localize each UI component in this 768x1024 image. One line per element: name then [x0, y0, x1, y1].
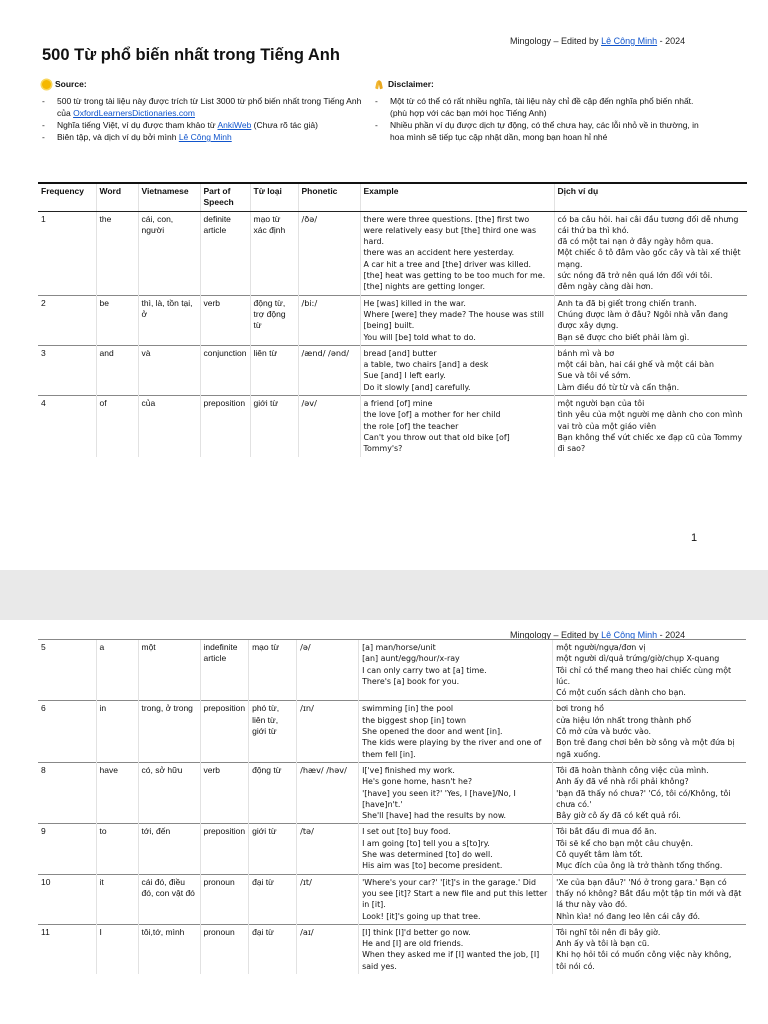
vietnamese-cell: cái đó, điều đó, con vật đó	[138, 874, 200, 924]
word-cell: the	[96, 211, 138, 295]
vietnamese-cell: tới, đến	[138, 824, 200, 874]
column-header: Example	[360, 183, 554, 211]
tu-loai-cell: phó từ, liên từ, giới từ	[249, 701, 297, 762]
translation-cell	[553, 701, 746, 762]
example-line: the love [of] a mother for her child	[363, 410, 501, 420]
disclaimer-list	[375, 95, 710, 143]
example-line: bread [and] butter	[363, 348, 437, 358]
example-line: She was determined [to] do well.	[362, 850, 493, 860]
example-cell	[359, 762, 553, 823]
phonetic-cell: /ðə/	[298, 211, 360, 295]
example-line: Can't you throw out that old bike [of] Tommy's?	[363, 432, 510, 454]
translation-line: Cô quyết tâm làm tốt.	[556, 850, 643, 860]
translation-line: Tôi chỉ có thể mang theo hai chiếc cùng một lúc.	[556, 665, 732, 686]
example-line: He's gone home, hasn't he?	[362, 777, 473, 787]
author-link[interactable]: Lê Công Minh	[601, 630, 658, 640]
part-of-speech-cell: indefinite article	[200, 640, 249, 701]
example-line: the role [of] the teacher	[363, 421, 459, 431]
vietnamese-cell: thì, là, tồn tại, ở	[138, 295, 200, 345]
example-line: His aim was [to] become president.	[362, 861, 503, 871]
frequency-cell: 6	[38, 701, 96, 762]
source-link[interactable]: AnkiWeb	[217, 120, 252, 130]
translation-line: Anh ấy và tôi là bạn cũ.	[556, 939, 650, 949]
translation-line: bơi trong hồ	[556, 704, 604, 714]
author-link[interactable]: Lê Công Minh	[601, 36, 658, 46]
column-header: Dịch ví dụ	[554, 183, 747, 211]
part-of-speech-cell: verb	[200, 295, 250, 345]
translation-cell	[553, 924, 746, 974]
example-line: there was an accident here yesterday.	[363, 248, 515, 258]
part-of-speech-cell: pronoun	[200, 874, 249, 924]
part-of-speech-cell: verb	[200, 762, 249, 823]
example-line: [the] heat was getting to be too much for me.	[363, 271, 546, 281]
disclaimer-section	[375, 78, 710, 143]
frequency-cell: 8	[38, 762, 96, 823]
tu-loai-cell: mạo từ xác định	[250, 211, 298, 295]
page-credit	[510, 36, 685, 46]
translation-line: Bạn không thể vứt chiếc xe đạp cũ của Tommy đi sao?	[557, 432, 743, 454]
disclaimer-item: - Nhiều phần ví dụ được dịch tự động, có thể chưa hay, các lỗi nhỏ về in thường, in hoa mình sẽ tiếp tục cập nhật dần, mong bạn hoan hỉ nhé	[375, 119, 710, 143]
translation-line: Mục đích của ông là trở thành tổng thống.	[556, 861, 723, 871]
source-link[interactable]: Lê Công Minh	[178, 132, 232, 142]
phonetic-cell: /aɪ/	[297, 924, 359, 974]
vocabulary-table-continued	[38, 639, 746, 974]
example-line: You will [be] told what to do.	[363, 332, 476, 342]
translation-line: Làm điều đó từ từ và cẩn thận.	[557, 382, 680, 392]
column-header: Part of Speech	[200, 183, 250, 211]
folded-hands-icon	[375, 80, 384, 89]
credit-suffix: - 2024	[657, 36, 686, 46]
word-cell: of	[96, 396, 138, 457]
vietnamese-cell: của	[138, 396, 200, 457]
translation-line: Bạn sẽ được cho biết phải làm gì.	[557, 332, 690, 342]
frequency-cell: 3	[38, 345, 96, 395]
translation-line: có ba câu hỏi. hai câi đầu tương đối dễ nhưng cái thứ ba thì khó.	[557, 214, 739, 235]
example-line: Do it slowly [and] carefully.	[363, 382, 471, 392]
example-line: He and [I] are old friends.	[362, 939, 464, 949]
translation-cell	[554, 211, 747, 295]
example-line: Sue [and] I left early.	[363, 371, 446, 381]
example-line: She'll [have] had the results by now.	[362, 811, 507, 821]
table-row	[38, 701, 746, 762]
translation-cell	[553, 640, 746, 701]
phonetic-cell: /biː/	[298, 295, 360, 345]
tu-loai-cell: đại từ	[249, 874, 297, 924]
document-page-2	[0, 620, 768, 1024]
example-line: Look! [it]'s going up that tree.	[362, 911, 481, 921]
word-cell: I	[96, 924, 138, 974]
frequency-cell: 2	[38, 295, 96, 345]
tu-loai-cell: động từ	[249, 762, 297, 823]
tu-loai-cell: động từ, trợ động từ	[250, 295, 298, 345]
example-line: '[have] you seen it?' 'Yes, I [have]/No, I [have]n't.'	[362, 788, 516, 809]
example-cell	[359, 640, 553, 701]
word-cell: it	[96, 874, 138, 924]
translation-line: Bây giờ cô ấy đã có kết quả rồi.	[556, 811, 681, 821]
source-item	[42, 95, 372, 119]
example-line: He [was] killed in the war.	[363, 298, 466, 308]
word-cell: a	[96, 640, 138, 701]
credit-prefix: Mingology – Edited by	[510, 36, 602, 46]
translation-line: 'bạn đã thấy nó chưa?' 'Có, tôi có/Không, tôi chưa có.'	[556, 788, 731, 809]
translation-cell	[554, 396, 747, 457]
translation-line: đã có một tai nạn ở đây ngày hôm qua.	[557, 237, 714, 247]
page-number: 1	[691, 532, 698, 544]
translation-line: một người bạn của tôi	[557, 399, 645, 409]
translation-line: Nhìn kìa! nó đang leo lên cái cây đó.	[556, 911, 701, 921]
part-of-speech-cell: preposition	[200, 701, 249, 762]
example-line: Where [were] they made? The house was still [being] built.	[363, 309, 544, 331]
example-line: there were three questions. [the] first two were relatively easy but [the] third one was hard.	[363, 214, 537, 247]
part-of-speech-cell: preposition	[200, 396, 250, 457]
example-line: I['ve] finished my work.	[362, 765, 455, 775]
translation-line: một người/ngựa/đơn vị	[556, 643, 646, 652]
frequency-cell: 1	[38, 211, 96, 295]
column-header: Từ loại	[250, 183, 298, 211]
translation-line: sức nóng đã trở nên quá lớn đối với tôi.	[557, 271, 713, 281]
example-line: 'Where's your car?' '[it]'s in the garage.' Did you see [it]? Start a new file and put this letter in [it].	[362, 877, 548, 910]
source-item	[42, 119, 372, 131]
tu-loai-cell: giới từ	[249, 824, 297, 874]
translation-cell	[554, 295, 747, 345]
example-line: a friend [of] mine	[363, 399, 433, 409]
example-line: There's [a] book for you.	[362, 676, 460, 686]
translation-line: cửa hiệu lớn nhất trong thành phố	[556, 715, 692, 725]
table-row	[38, 396, 747, 457]
example-line: the biggest shop [in] town	[362, 715, 467, 725]
phonetic-cell: /ɪt/	[297, 874, 359, 924]
table-row	[38, 211, 747, 295]
word-cell: be	[96, 295, 138, 345]
example-cell	[359, 701, 553, 762]
translation-line: một cái bàn, hai cái ghế và một cái bàn	[557, 360, 714, 370]
disclaimer-heading: Disclaimer:	[388, 79, 434, 89]
translation-line: một người dì/quả trứng/giờ/chụp X-quang	[556, 654, 720, 664]
translation-line: Anh ấy đã về nhà rồi phải không?	[556, 777, 689, 787]
translation-line: Anh ta đã bị giết trong chiến tranh.	[557, 298, 697, 308]
example-cell	[359, 924, 553, 974]
tu-loai-cell: mạo từ	[249, 640, 297, 701]
phonetic-cell: /hæv/ /həv/	[297, 762, 359, 823]
table-body	[38, 211, 747, 456]
example-line: When they asked me if [I] wanted the job, [I] said yes.	[362, 950, 540, 971]
translation-line: vai trò của một giáo viên	[557, 421, 657, 431]
example-line: [the] nights are getting longer.	[363, 282, 485, 292]
source-text: 500 từ trong tài liệu này được trích từ List 3000 từ phổ biến nhất trong Tiếng Anh của	[57, 96, 362, 118]
credit-prefix: Mingology – Edited by	[510, 630, 602, 640]
column-header: Vietnamese	[138, 183, 200, 211]
phonetic-cell: /tə/	[297, 824, 359, 874]
word-cell: have	[96, 762, 138, 823]
vietnamese-cell: tôi,tớ, mình	[138, 924, 200, 974]
example-line: swimming [in] the pool	[362, 704, 454, 714]
source-item	[42, 131, 372, 143]
column-header: Phonetic	[298, 183, 360, 211]
example-line: I can only carry two at [a] time.	[362, 665, 487, 675]
table-body	[38, 640, 746, 975]
table-row	[38, 345, 747, 395]
table-row	[38, 762, 746, 823]
example-line: a table, two chairs [and] a desk	[363, 360, 489, 370]
column-header: Frequency	[38, 183, 96, 211]
phonetic-cell: /ænd/ /ənd/	[298, 345, 360, 395]
table-row	[38, 924, 746, 974]
translation-line: Tôi bắt đầu đi mua đồ ăn.	[556, 827, 657, 837]
source-link[interactable]: OxfordLearnersDictionaries.com	[73, 108, 195, 118]
translation-line: Khi họ hỏi tôi có muốn công việc này không, tôi nói có.	[556, 950, 732, 971]
example-cell	[360, 345, 554, 395]
example-cell	[360, 396, 554, 457]
example-line: I am going [to] tell you a s[to]ry.	[362, 838, 490, 848]
source-heading: Source:	[55, 79, 87, 89]
translation-line: 'Xe của bạn đâu?' 'Nó ở trong gara.' Bạn có thấy nó không? Bắt đầu một tập tin mới và đặt lá thư này vào đó.	[556, 877, 742, 910]
vietnamese-cell: cái, con, người	[138, 211, 200, 295]
frequency-cell: 10	[38, 874, 96, 924]
translation-line: Cô mở cửa và bước vào.	[556, 727, 652, 737]
part-of-speech-cell: pronoun	[200, 924, 249, 974]
tu-loai-cell: đại từ	[249, 924, 297, 974]
example-cell	[360, 211, 554, 295]
table-row	[38, 824, 746, 874]
table-header-row	[38, 183, 747, 211]
translation-line: Tôi sẽ kể cho bạn một câu chuyện.	[556, 838, 694, 848]
example-line: A car hit a tree and [the] driver was killed.	[363, 259, 531, 269]
example-line: [an] aunt/egg/hour/x-ray	[362, 654, 460, 664]
translation-line: bánh mì và bơ	[557, 348, 615, 358]
example-line: She opened the door and went [in].	[362, 727, 503, 737]
frequency-cell: 5	[38, 640, 96, 701]
example-line: [I] think [I]'d better go now.	[362, 927, 471, 937]
word-cell: in	[96, 701, 138, 762]
phonetic-cell: /ɪn/	[297, 701, 359, 762]
translation-line: đêm ngày càng dài hơn.	[557, 282, 654, 292]
page-title: 500 Từ phổ biến nhất trong Tiếng Anh	[42, 46, 340, 64]
translation-line: Chúng được làm ở đâu? Ngôi nhà vẫn đang được xây dựng.	[557, 309, 728, 331]
source-text: (Chưa rõ tác giả)	[251, 120, 318, 130]
disclaimer-item: - Một từ có thể có rất nhiều nghĩa, tài liệu này chỉ đề cập đến nghĩa phổ biến nhất. (phù hợp với các bạn mới học Tiếng Anh)	[375, 95, 710, 119]
vietnamese-cell: và	[138, 345, 200, 395]
part-of-speech-cell: preposition	[200, 824, 249, 874]
word-cell: to	[96, 824, 138, 874]
example-cell	[359, 874, 553, 924]
vietnamese-cell: có, sở hữu	[138, 762, 200, 823]
credit-suffix: - 2024	[657, 630, 686, 640]
source-text: Nghĩa tiếng Việt, ví dụ được tham khảo từ	[57, 120, 218, 130]
translation-line: Có một cuốn sách dành cho bạn.	[556, 688, 686, 698]
source-text: Biên tập, và dịch ví dụ bởi mình	[57, 132, 179, 142]
translation-line: Tôi nghĩ tôi nên đi bây giờ.	[556, 927, 661, 937]
example-line: [a] man/horse/unit	[362, 643, 436, 652]
frequency-cell: 4	[38, 396, 96, 457]
vocabulary-table	[38, 182, 747, 457]
translation-line: Tôi đã hoàn thành công việc của mình.	[556, 765, 709, 775]
translation-line: tình yêu của một người mẹ dành cho con mình	[557, 410, 743, 420]
example-line: I set out [to] buy food.	[362, 827, 451, 837]
table-row	[38, 874, 746, 924]
translation-line: Bọn trẻ đang chơi bên bờ sông và một đứa bị ngã xuống.	[556, 738, 735, 759]
translation-cell	[554, 345, 747, 395]
table-row	[38, 640, 746, 701]
vietnamese-cell: một	[138, 640, 200, 701]
tu-loai-cell: liên từ	[250, 345, 298, 395]
frequency-cell: 9	[38, 824, 96, 874]
translation-line: Sue và tôi về sớm.	[557, 371, 631, 381]
translation-cell	[553, 874, 746, 924]
translation-cell	[553, 824, 746, 874]
example-cell	[359, 824, 553, 874]
vietnamese-cell: trong, ở trong	[138, 701, 200, 762]
part-of-speech-cell: conjunction	[200, 345, 250, 395]
tu-loai-cell: giới từ	[250, 396, 298, 457]
sun-icon	[42, 80, 51, 89]
source-list	[42, 95, 372, 143]
translation-line: Một chiếc ô tô đâm vào gốc cây và tài xế thiệt mạng.	[557, 248, 741, 269]
phonetic-cell: /ə/	[297, 640, 359, 701]
word-cell: and	[96, 345, 138, 395]
frequency-cell: 11	[38, 924, 96, 974]
phonetic-cell: /əv/	[298, 396, 360, 457]
column-header: Word	[96, 183, 138, 211]
translation-cell	[553, 762, 746, 823]
example-cell	[360, 295, 554, 345]
part-of-speech-cell: definite article	[200, 211, 250, 295]
example-line: The kids were playing by the river and one of them fell [in].	[362, 738, 542, 759]
source-section	[42, 78, 372, 143]
table-row	[38, 295, 747, 345]
